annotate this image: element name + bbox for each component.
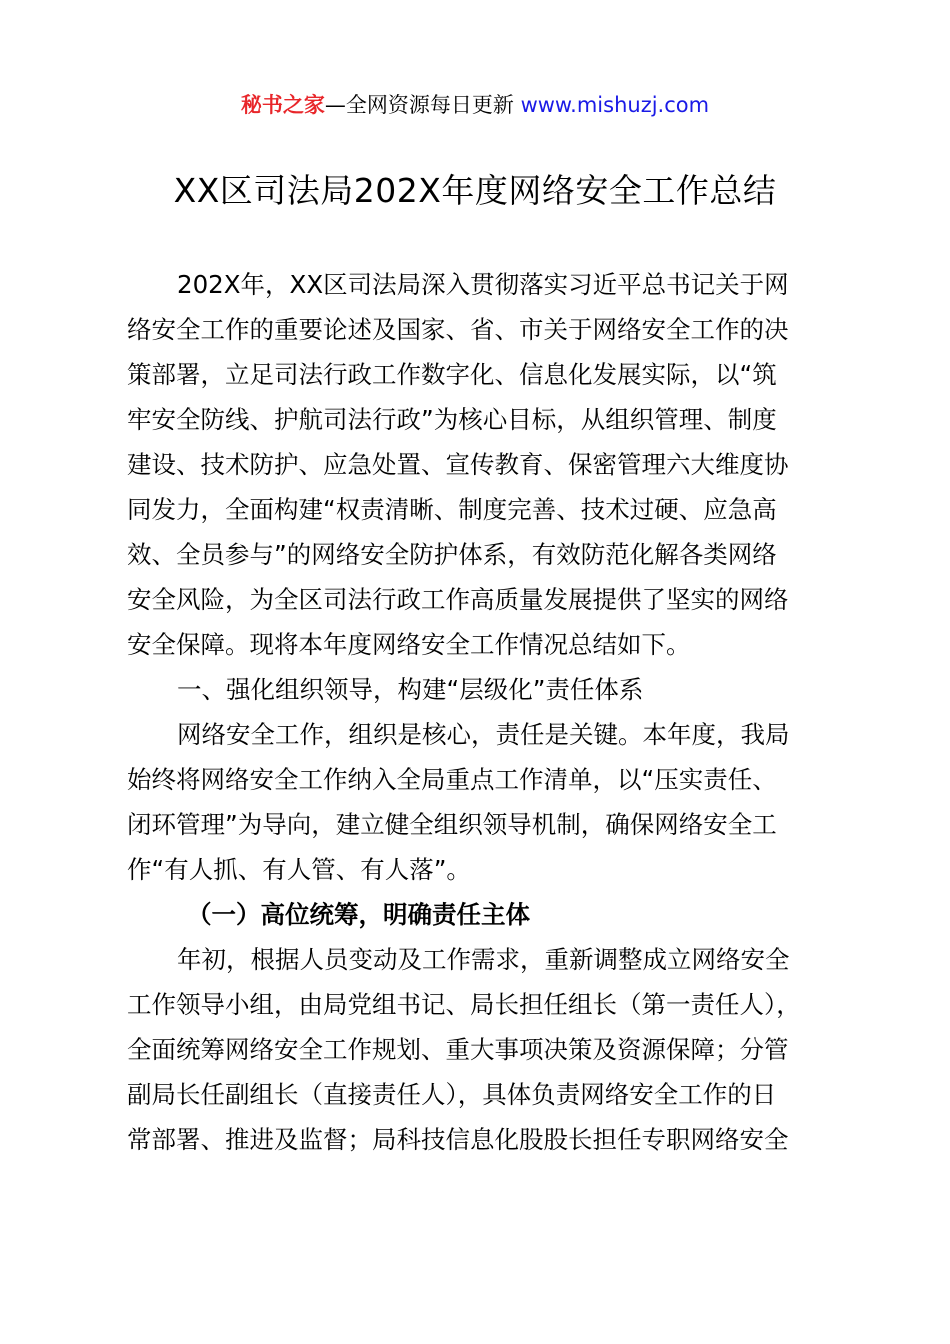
header-slogan: —全网资源每日更新 [324,93,521,117]
paragraph-line: 策部署，立足司法行政工作数字化、信息化发展实际，以“筑 [127,360,777,389]
site-url-link[interactable]: www.mishuzj.com [520,93,710,117]
subsection-heading: （一）高位统筹，明确责任主体 [187,900,530,929]
paragraph-line: 效、全员参与”的网络安全防护体系，有效防范化解各类网络 [127,540,777,569]
paragraph-line: 全面统筹网络安全工作规划、重大事项决策及资源保障；分管 [127,1035,789,1064]
paragraph-line: 网络安全工作，组织是核心，责任是关键。本年度，我局 [177,720,790,749]
paragraph-line: 安全风险，为全区司法行政工作高质量发展提供了坚实的网络 [127,585,789,614]
paragraph-line: 建设、技术防护、应急处置、宣传教育、保密管理六大维度协 [127,450,789,479]
paragraph-line: 闭环管理”为导向，建立健全组织领导机制，确保网络安全工 [127,810,777,839]
site-header [0,88,950,122]
paragraph-line: 始终将网络安全工作纳入全局重点工作清单，以“压实责任、 [127,765,777,794]
document-title: XX区司法局202X年度网络安全工作总结 [173,171,777,210]
section-heading: 一、强化组织领导，构建“层级化”责任体系 [177,675,644,704]
document-body [127,262,833,1162]
paragraph-line: 202X年，XX区司法局深入贯彻落实习近平总书记关于网 [177,270,789,299]
paragraph-line: 作“有人抓、有人管、有人落”。 [127,855,471,884]
paragraph-line: 常部署、推进及监督；局科技信息化股股长担任专职网络安全 [127,1125,789,1154]
paragraph-line: 工作领导小组，由局党组书记、局长担任组长（第一责任人）， [127,990,801,1019]
paragraph-line: 络安全工作的重要论述及国家、省、市关于网络安全工作的决 [127,315,789,344]
paragraph-line: 牢安全防线、护航司法行政”为核心目标，从组织管理、制度 [127,405,777,434]
paragraph-line: 年初，根据人员变动及工作需求，重新调整成立网络安全 [177,945,790,974]
paragraph-line: 安全保障。现将本年度网络安全工作情况总结如下。 [127,630,691,659]
brand-name: 秘书之家 [240,93,325,117]
paragraph-line: 副局长任副组长（直接责任人），具体负责网络安全工作的日 [127,1080,777,1109]
paragraph-line: 同发力，全面构建“权责清晰、制度完善、技术过硬、应急高 [127,495,777,524]
